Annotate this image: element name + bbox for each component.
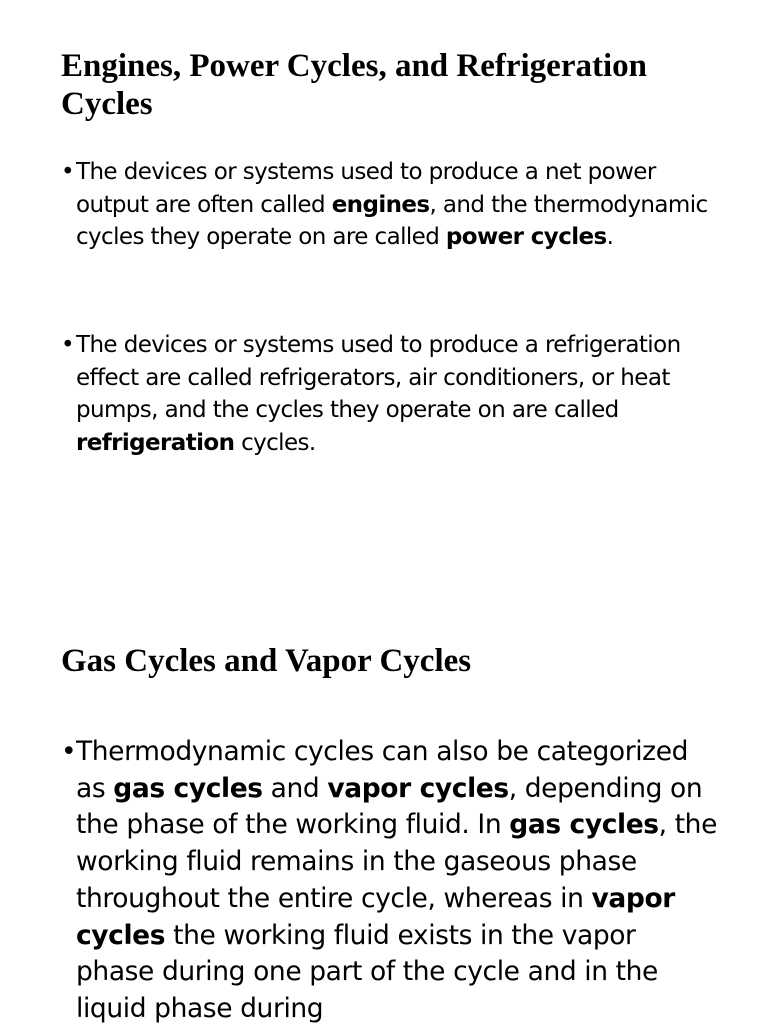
- bullet-text: , depending on the phase of the working fluid. In: [76, 772, 703, 841]
- bullet-text: Thermodynamic cycles can also be categorized as: [76, 736, 689, 804]
- bold-term-gas-cycles: gas cycles: [509, 809, 659, 841]
- bullet-point-icon: •: [61, 736, 77, 767]
- bullet-text: The devices or systems used to produce a net power output are often called: [76, 159, 656, 218]
- bold-term-vapor-cycles: vapor cycles: [76, 882, 675, 951]
- bullet-point-icon: •: [61, 332, 74, 358]
- bullet-text: .: [606, 224, 614, 250]
- bold-term-vapor-cycles: vapor cycles: [327, 772, 509, 804]
- section-title-gas-vapor-cycles: Gas Cycles and Vapor Cycles: [61, 643, 472, 679]
- bullet-refrigeration-cycles: [61, 329, 721, 459]
- bold-term-power-cycles: power cycles: [445, 224, 607, 250]
- bullet-text: the working fluid exists in the vapor phase during one part of the cycle and in the liquid phase during: [76, 919, 658, 1024]
- bold-term-refrigeration: refrigeration: [76, 429, 235, 456]
- bullet-text: cycles.: [234, 429, 316, 456]
- bold-term-engines: engines: [331, 191, 430, 218]
- bold-term-gas-cycles: gas cycles: [113, 772, 263, 804]
- section-title-engines-power-refrigeration: Engines, Power Cycles, and Refrigeration Cycles: [61, 48, 647, 122]
- bullet-point-icon: •: [61, 159, 74, 185]
- bullet-text: , and the thermodynamic cycles they operate on are called: [76, 191, 708, 250]
- bullet-gas-vapor-cycles: [61, 734, 721, 1028]
- bullet-text: The devices or systems used to produce a refrigeration effect are called refrigerators, air conditioners, or heat pumps, and the cycles they operate on are called: [76, 332, 681, 423]
- bullet-engines-power-cycles: [61, 156, 721, 254]
- bullet-text: , the working fluid remains in the gaseous phase throughout the entire cycle, whereas in: [76, 809, 717, 914]
- bullet-text: and: [262, 772, 328, 804]
